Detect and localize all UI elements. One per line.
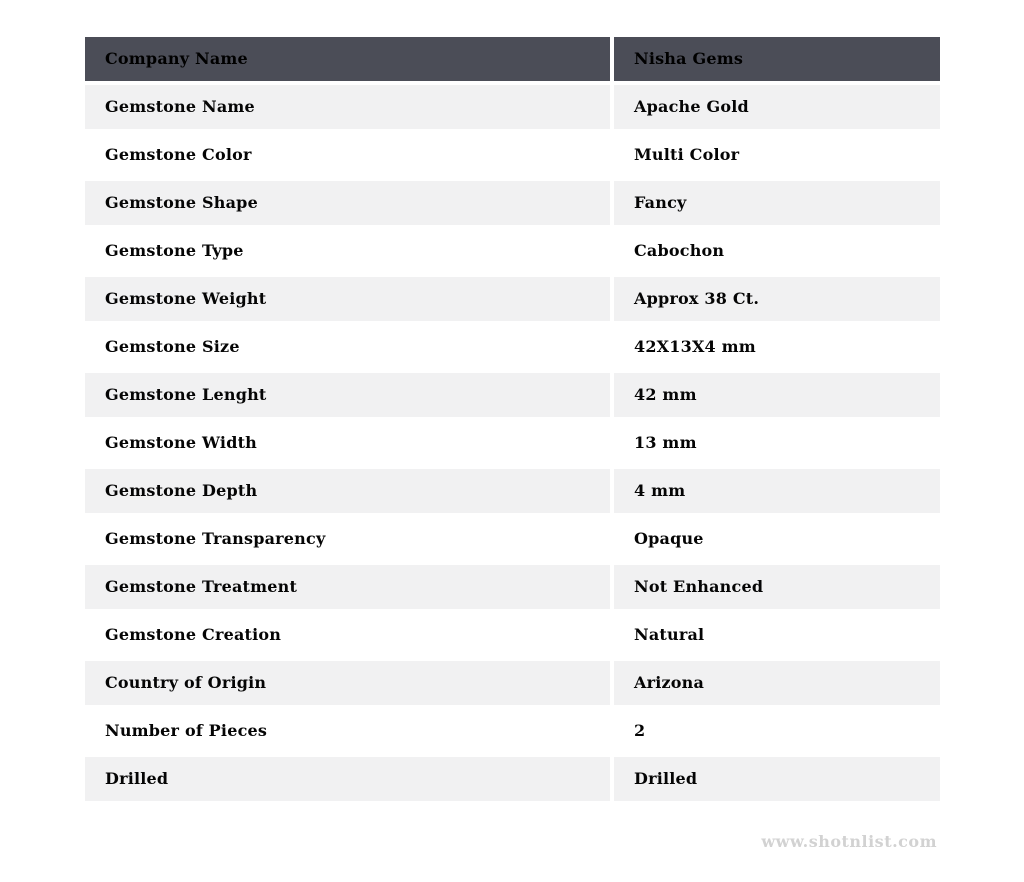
table-row-gemstone-lenght: [85, 373, 940, 417]
row-label: Gemstone Size: [85, 325, 610, 369]
header-company-name-value: Nisha Gems: [614, 37, 940, 81]
row-value: Natural: [614, 613, 940, 657]
row-label: Number of Pieces: [85, 709, 610, 753]
table-row-gemstone-type: [85, 229, 940, 273]
table-header-row: [85, 37, 940, 81]
row-value: 2: [614, 709, 940, 753]
row-value: Multi Color: [614, 133, 940, 177]
row-label: Gemstone Weight: [85, 277, 610, 321]
table-row-gemstone-width: [85, 421, 940, 465]
row-label: Drilled: [85, 757, 610, 801]
table-row-country-of-origin: [85, 661, 940, 705]
row-label: Country of Origin: [85, 661, 610, 705]
table-row-gemstone-shape: [85, 181, 940, 225]
watermark-url: www.shotnlist.com: [761, 832, 937, 851]
table-row-gemstone-transparency: [85, 517, 940, 561]
table-row-gemstone-depth: [85, 469, 940, 513]
row-value: Apache Gold: [614, 85, 940, 129]
row-label: Gemstone Color: [85, 133, 610, 177]
gemstone-details-table: [85, 37, 940, 805]
table-row-gemstone-size: [85, 325, 940, 369]
table-row-number-of-pieces: [85, 709, 940, 753]
table-row-gemstone-treatment: [85, 565, 940, 609]
row-value: Arizona: [614, 661, 940, 705]
row-label: Gemstone Transparency: [85, 517, 610, 561]
table-row-drilled: [85, 757, 940, 801]
row-value: 42 mm: [614, 373, 940, 417]
table-row-gemstone-name: [85, 85, 940, 129]
header-company-name-label: Company Name: [85, 37, 610, 81]
row-label: Gemstone Name: [85, 85, 610, 129]
row-label: Gemstone Lenght: [85, 373, 610, 417]
row-value: 13 mm: [614, 421, 940, 465]
row-value: Drilled: [614, 757, 940, 801]
row-label: Gemstone Shape: [85, 181, 610, 225]
row-value: 42X13X4 mm: [614, 325, 940, 369]
row-label: Gemstone Depth: [85, 469, 610, 513]
row-label: Gemstone Treatment: [85, 565, 610, 609]
row-label: Gemstone Creation: [85, 613, 610, 657]
table-row-gemstone-weight: [85, 277, 940, 321]
row-label: Gemstone Type: [85, 229, 610, 273]
row-value: Approx 38 Ct.: [614, 277, 940, 321]
table-row-gemstone-creation: [85, 613, 940, 657]
row-value: Opaque: [614, 517, 940, 561]
table-row-gemstone-color: [85, 133, 940, 177]
row-value: Not Enhanced: [614, 565, 940, 609]
row-value: Fancy: [614, 181, 940, 225]
row-value: 4 mm: [614, 469, 940, 513]
row-label: Gemstone Width: [85, 421, 610, 465]
row-value: Cabochon: [614, 229, 940, 273]
